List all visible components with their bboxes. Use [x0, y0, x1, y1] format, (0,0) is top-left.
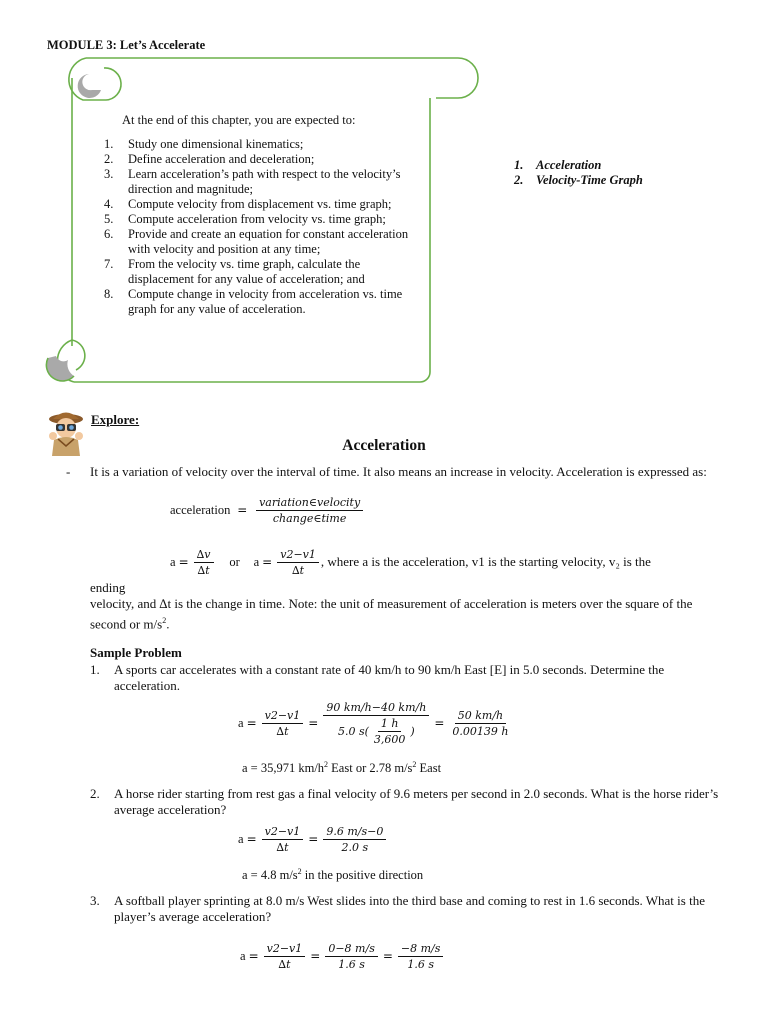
objective-item: 5. Compute acceleration from velocity vs. time graph;	[104, 212, 386, 226]
inner-fraction: $\frac{1 h}{3,600}$	[373, 717, 406, 746]
fraction: $\frac{50 km/h}{0.00139 h}$	[452, 709, 509, 738]
fraction: $\frac{v2-v1}{\Delta t}$	[277, 548, 319, 577]
definition-text: It is a variation of velocity over the interval of time. It also means an increase in velocity. Acceleration is expressed as:	[90, 464, 707, 479]
acceleration-formula: acceleration = $\frac{\text{variation∈velocity}}{\text{change∈time}}$	[170, 496, 365, 525]
problem-2: 2. A horse rider starting from rest gas a final velocity of 9.6 meters per second in 2.0 seconds. What is the horse rider’s average acceleration?	[90, 786, 719, 817]
problem-2-answer: a = 4.8 $m/s^2$ in the positive direction	[242, 867, 424, 883]
fraction: $\frac{9.6 m/s-0}{2.0 s}$	[323, 825, 386, 854]
bottom-curl-shade	[46, 356, 74, 381]
objective-item: 2. Define acceleration and deceleration;	[104, 152, 315, 166]
problem-3-equation: a = $\frac{v2-v1}{\Delta t}$ = $\frac{0-8 m/s}{1.6 s}$ = $\frac{-8 m/s}{1.6 s}$	[240, 942, 445, 971]
objective-item: 3. Learn acceleration’s path with respect to the velocity’s direction and magnitude;	[104, 167, 401, 196]
velocity-note-text: velocity, and ∆t is the change in time. Note: the unit of measurement of acceleration is meters over the square of the second or $m/s^2$.	[90, 596, 693, 631]
objective-item: 7. From the velocity vs. time graph, calculate the displacement for any value of acceleration; and	[104, 257, 365, 286]
problem-2-equation: a = $\frac{v2-v1}{\Delta t}$ = $\frac{9.6 m/s-0}{2.0 s}$	[238, 825, 388, 854]
objective-item: 6. Provide and create an equation for constant acceleration with velocity and position at any time;	[104, 227, 409, 256]
a-formula: a = $\frac{\Delta v}{\Delta t}$ or a = $\frac{v2-v1}{\Delta t}$ , where a is the acceleration, v1 is the starting velocity, v₂ is the	[170, 548, 651, 577]
problem-1-answer: a = 35,971 $km/h^2$ East or 2.78 $m/s^2$ East	[242, 760, 442, 776]
top-curl-shade	[78, 74, 101, 98]
fraction: $\frac{v2-v1}{\Delta t}$	[262, 825, 304, 854]
fraction: $\frac{v2-v1}{\Delta t}$	[262, 709, 304, 738]
fraction: $\frac{0-8 m/s}{1.6 s}$	[325, 942, 378, 971]
fraction: $\frac{v2-v1}{\Delta t}$	[264, 942, 306, 971]
section-title: Acceleration	[342, 437, 426, 454]
fraction: $\frac{\text{variation∈velocity}}{\text{change∈time}}$	[256, 496, 363, 525]
objectives-list	[104, 137, 424, 317]
objective-item: 1. Study one dimensional kinematics;	[104, 137, 304, 151]
bullet-dash: -	[66, 464, 71, 479]
topic-item: 1. Acceleration	[514, 158, 602, 172]
problem-1-equation: a = $\frac{v2-v1}{\Delta t}$ = 90 km/h−40 km/h 5.0 s( $\frac{1 h}{3,600}$ ) = $\frac{50 km/h}{0.00139 h}$	[238, 701, 513, 746]
sample-problem-heading: Sample Problem	[90, 645, 182, 660]
problem-1: 1. A sports car accelerates with a constant rate of 40 km/h to 90 km/h East [E] in 5.0 seconds. Determine the acceleration.	[90, 662, 665, 693]
module-title: MODULE 3: Let’s Accelerate	[47, 38, 206, 52]
ending-word: ending	[90, 580, 126, 595]
fraction: 90 km/h−40 km/h 5.0 s( $\frac{1 h}{3,600}$ )	[323, 701, 429, 746]
fraction: $\frac{-8 m/s}{1.6 s}$	[398, 942, 444, 971]
objective-item: 8. Compute change in velocity from acceleration vs. time graph for any value of acceleration.	[104, 287, 403, 316]
topics-list	[514, 158, 643, 188]
problem-3: 3. A softball player sprinting at 8.0 m/s West slides into the third base and coming to rest in 1.6 seconds. What is the player’s average acceleration?	[90, 893, 705, 924]
fraction: $\frac{\Delta v}{\Delta t}$	[194, 548, 214, 577]
topic-item: 2. Velocity-Time Graph	[514, 173, 643, 187]
intro-text: At the end of this chapter, you are expected to:	[122, 113, 356, 127]
objective-item: 4. Compute velocity from displacement vs. time graph;	[104, 197, 392, 211]
explore-label: Explore:	[91, 412, 140, 427]
